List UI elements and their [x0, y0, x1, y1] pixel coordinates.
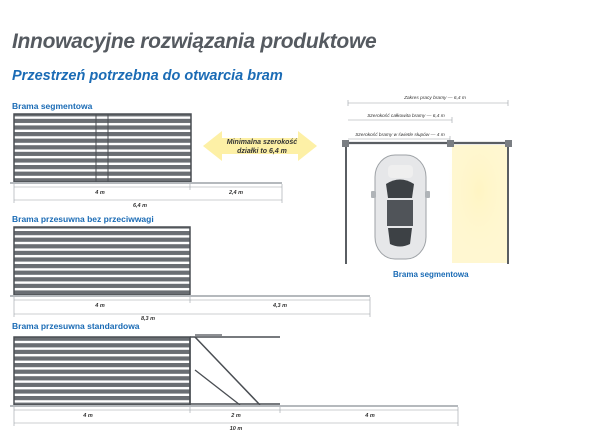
sliding-no-cw-total-label: 8,3 m — [140, 316, 156, 322]
sliding-std-counter-label: 2 m — [231, 413, 241, 419]
segment-width-label: 4 m — [95, 190, 105, 196]
sliding-no-counterweight-dimensions — [14, 297, 370, 322]
segment-total-label: 6,4 m — [132, 203, 148, 209]
section-label-segment: Brama segmentowa — [12, 101, 93, 111]
segment-dimensions — [14, 184, 282, 209]
sliding-no-cw-width-label: 4 m — [95, 303, 105, 309]
sliding-std-extra-label: 4 m — [365, 413, 375, 419]
car-icon — [371, 155, 430, 259]
page-title: Innowacyjne rozwiązania produktowe — [12, 30, 377, 53]
section-label-sliding-standard: Brama przesuwna standardowa — [12, 321, 140, 331]
sliding-gate-standard — [10, 335, 458, 406]
section-label-sliding-no-counterweight: Brama przesuwna bez przeciwwagi — [12, 214, 154, 224]
callout-line1: Minimalna szerokość — [226, 139, 298, 146]
sliding-std-total-label: 10 m — [229, 426, 243, 432]
plan-view — [342, 95, 512, 265]
sliding-std-width-label: 4 m — [83, 413, 93, 419]
callout-line2: działki to 6,4 m — [237, 148, 287, 155]
plan-caption: Brama segmentowa — [393, 270, 469, 279]
plan-total-width-label: Szerokość całkowita bramy — 6,4 m — [367, 114, 445, 119]
plan-range-label: Zakres pracy bramy — 6,4 m — [404, 96, 466, 101]
sliding-standard-dimensions — [14, 407, 458, 432]
sliding-no-cw-extra-label: 4,3 m — [272, 303, 288, 309]
sliding-gate-no-counterweight — [10, 227, 370, 296]
plan-opening-label: Szerokość bramy w świetle słupów — 4 m — [355, 133, 445, 138]
page-subtitle: Przestrzeń potrzebna do otwarcia bram — [12, 68, 283, 84]
callout-arrow — [203, 131, 317, 161]
segment-extra-label: 2,4 m — [228, 190, 244, 196]
